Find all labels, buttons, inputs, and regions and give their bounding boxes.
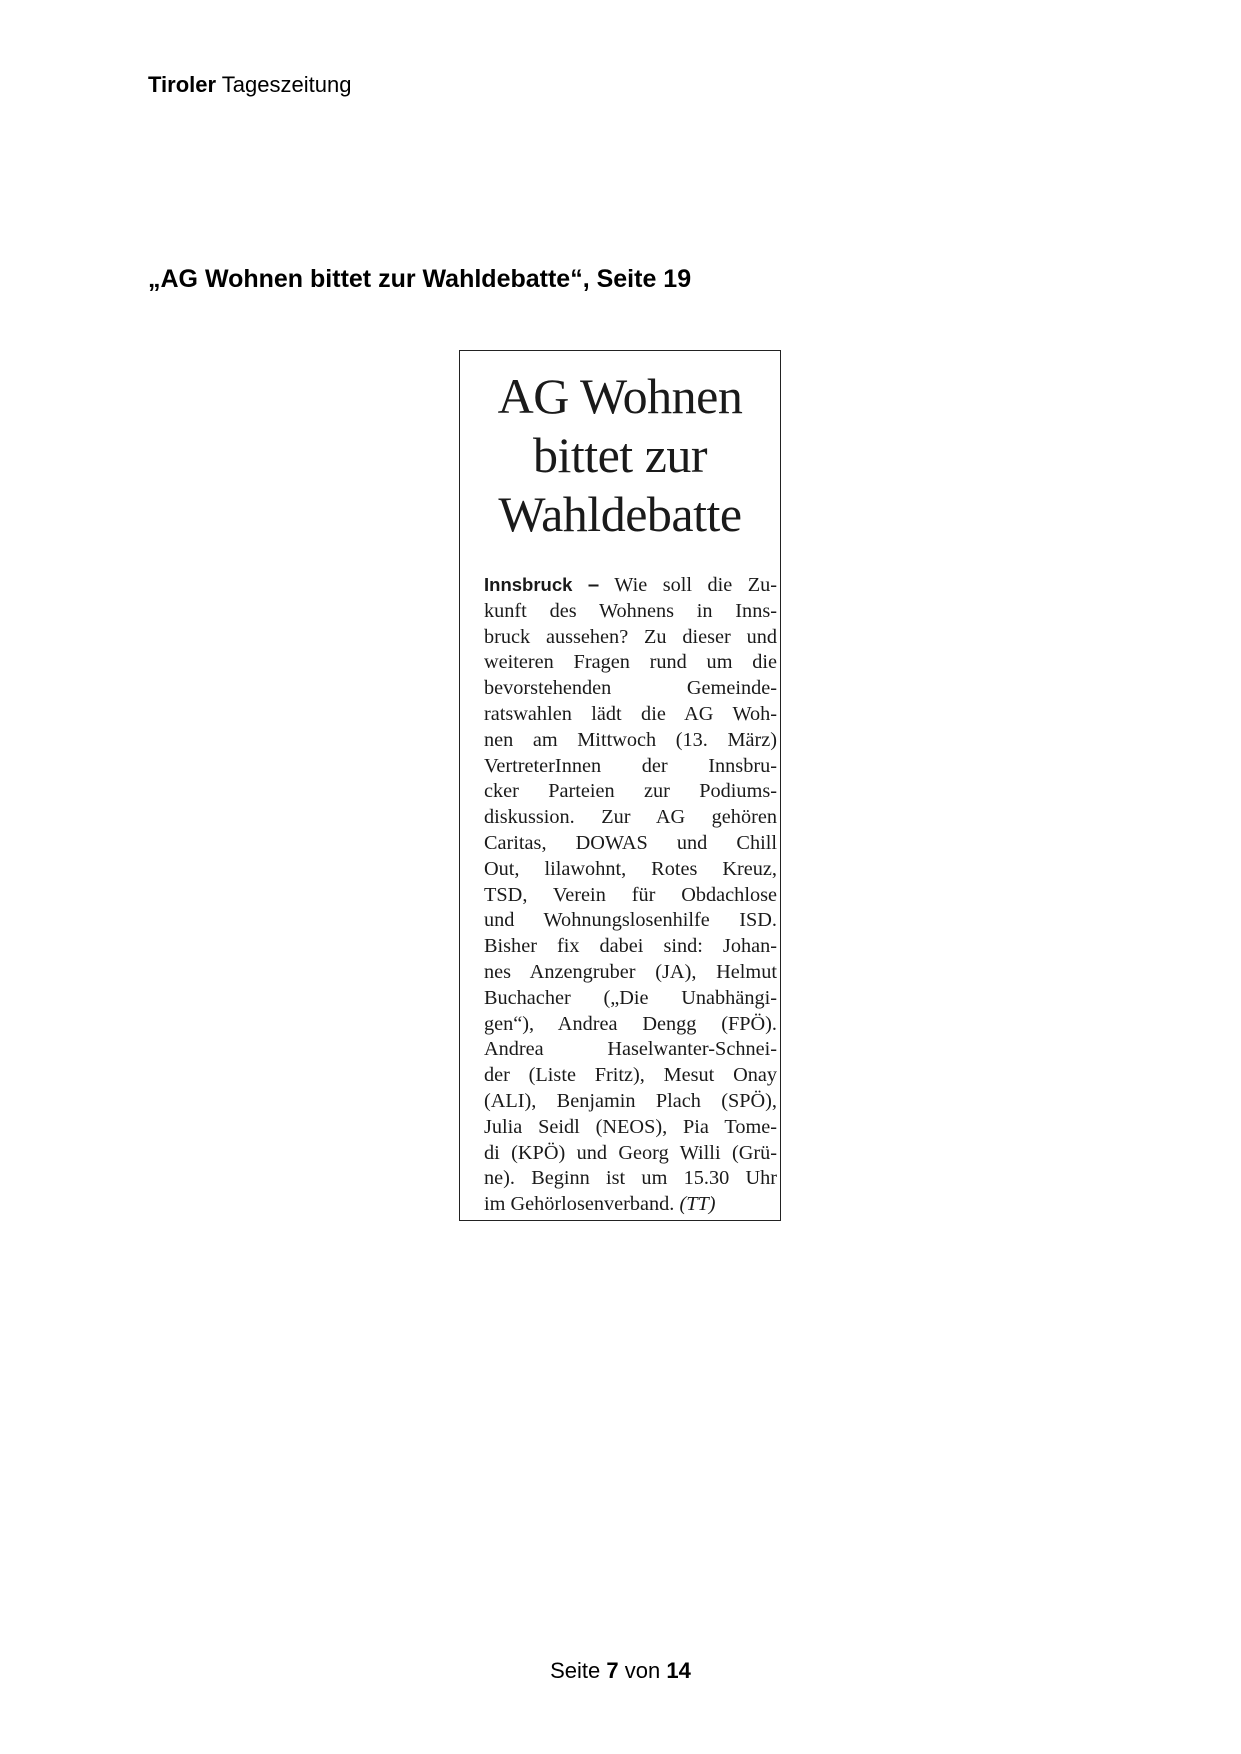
footer-page-number: 7 (606, 1658, 619, 1683)
clipping-headline (460, 367, 780, 544)
dateline-dash: – (587, 574, 600, 596)
body-line: und Wohnungslosenhilfe ISD. (484, 909, 777, 932)
body-line: (ALI), Benjamin Plach (SPÖ), (484, 1089, 777, 1112)
body-line: kunft des Wohnens in Inns- (484, 599, 777, 622)
clipping-body (484, 572, 777, 1218)
body-line: Bisher fix dabei sind: Johan- (484, 935, 777, 958)
headline-line: AG Wohnen (497, 368, 743, 424)
publication-name (148, 72, 351, 98)
body-line: bevorstehenden Gemeinde- (484, 677, 777, 700)
last-line-text: im Gehörlosenverband. (484, 1193, 675, 1216)
body-line: weiteren Fragen rund um die (484, 651, 777, 674)
body-line: di (KPÖ) und Georg Willi (Grü- (484, 1141, 777, 1164)
body-line: gen“), Andrea Dengg (FPÖ). (484, 1012, 777, 1035)
body-line: ne). Beginn ist um 15.30 Uhr (484, 1167, 777, 1190)
body-line: nes Anzengruber (JA), Helmut (484, 960, 777, 983)
body-line: bruck aussehen? Zu dieser und (484, 625, 777, 648)
body-line: TSD, Verein für Obdachlose (484, 883, 777, 906)
body-line-last (484, 1192, 777, 1218)
footer-middle: von (624, 1658, 661, 1683)
body-line: Buchacher („Die Unabhängi- (484, 986, 777, 1009)
footer-page-total: 14 (666, 1658, 691, 1683)
first-line-text: Wie soll die Zu- (614, 574, 777, 596)
body-line: Caritas, DOWAS und Chill (484, 831, 777, 854)
body-line: cker Parteien zur Podiums- (484, 780, 777, 803)
publication-name-rest: Tageszeitung (221, 72, 352, 97)
body-line: nen am Mittwoch (13. März) (484, 728, 777, 751)
body-line: der (Liste Fritz), Mesut Onay (484, 1064, 777, 1087)
body-line: Out, lilawohnt, Rotes Kreuz, (484, 857, 777, 880)
footer-prefix: Seite (550, 1658, 601, 1683)
dateline: Innsbruck (484, 574, 573, 595)
article-reference-title: „AG Wohnen bittet zur Wahldebatte“, Seite 19 (148, 265, 692, 293)
publication-name-bold: Tiroler (148, 72, 217, 97)
body-line: Andrea Haselwanter-Schnei- (484, 1038, 777, 1061)
newspaper-clipping (459, 350, 781, 1221)
body-line-first (484, 572, 777, 599)
body-line: VertreterInnen der Innsbru- (484, 754, 777, 777)
body-line: ratswahlen lädt die AG Woh- (484, 702, 777, 725)
body-line: diskussion. Zur AG gehören (484, 806, 777, 829)
headline-line: Wahldebatte (498, 486, 742, 542)
headline-line: bittet zur (532, 427, 708, 483)
body-line: Julia Seidl (NEOS), Pia Tome- (484, 1115, 777, 1138)
author-credit: (TT) (679, 1193, 716, 1216)
page-footer (0, 1658, 1241, 1684)
